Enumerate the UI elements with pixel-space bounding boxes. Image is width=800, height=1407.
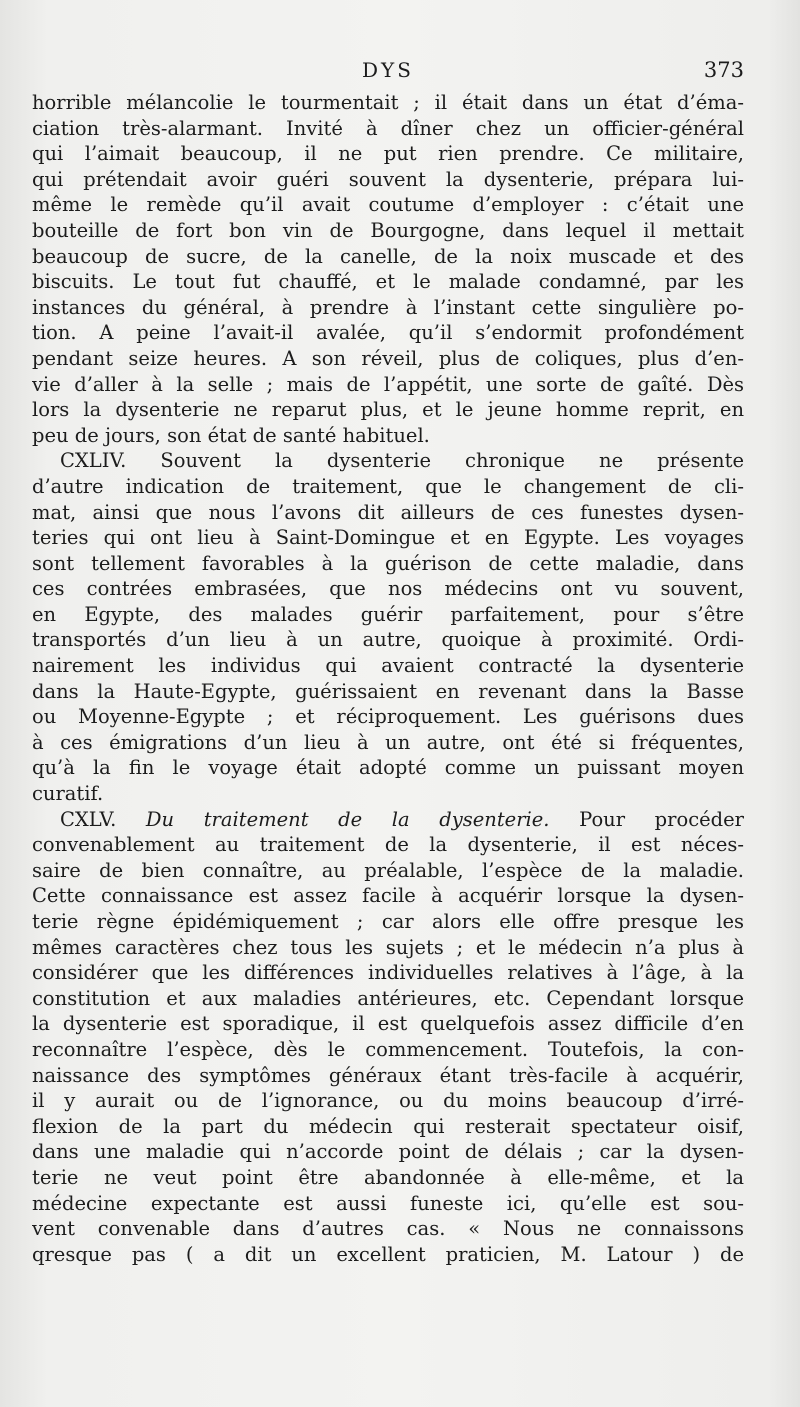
text-line: mêmes caractères chez tous les sujets ; et le médecin n’a plus à [32,935,744,959]
text-line: d’autre indication de traitement, que le changement de cli- [32,474,744,498]
text-line: sont tellement favorables à la guérison de cette maladie, dans [32,551,744,575]
body-text [32,90,744,1267]
text-line: instances du général, à prendre à l’instant cette singulière po- [32,295,744,319]
text-line: saire de bien connaître, au préalable, l’espèce de la maladie. [32,858,744,882]
running-head: DYS [362,58,414,82]
text-line: transportés d’un lieu à un autre, quoique à proximité. Ordi- [32,628,744,652]
text-line: qui l’aimait beaucoup, il ne put rien prendre. Ce militaire, [32,142,744,166]
text-line: flexion de la part du médecin qui resterait spectateur oisif, [32,1114,744,1138]
text-line: convenablement au traitement de la dysenterie, il est néces- [32,833,744,857]
text-line: terie règne épidémiquement ; car alors elle offre presque les [32,910,744,933]
text-line: ou Moyenne-Egypte ; et réciproquement. Les guérisons dues [32,705,744,729]
text-line: la dysenterie est sporadique, il est quelquefois assez difficile d’en [32,1012,744,1036]
section-heading-line [32,807,744,833]
page-header [32,58,744,88]
text-line: biscuits. Le tout fut chauffé, et le malade condamné, par les [32,270,744,294]
page-number: 373 [703,58,744,82]
text-line: tion. A peine l’avait-il avalée, qu’il s’endormit profondément [32,321,744,345]
text-line: pendant seize heures. A son réveil, plus de coliques, plus d’en- [32,346,744,370]
text-line: terie ne veut point être abandonnée à elle-même, et la [32,1165,744,1189]
text-line: bouteille de fort bon vin de Bourgogne, dans lequel il mettait [32,218,744,242]
text-line: curatif. [32,782,104,806]
text-line: qresque pas ( a dit un excellent praticien, M. Latour ) de [32,1242,744,1266]
text-line: Cette connaissance est assez facile à acquérir lorsque la dysen- [32,884,744,908]
text-line: à ces émigrations d’un lieu à un autre, ont été si fréquentes, [32,730,744,754]
text-line: naissance des symptômes généraux étant très-facile à acquérir, [32,1063,744,1087]
text-line: il y aurait ou de l’ignorance, ou du moins beaucoup d’irré- [32,1089,744,1113]
text-line: horrible mélancolie le tourmentait ; il était dans un état d’éma- [32,91,744,114]
text-line: ciation très-alarmant. Invité à dîner chez un officier-général [32,116,744,140]
text-line: dans la Haute-Egypte, guérissaient en revenant dans la Basse [32,679,744,703]
text-line: lors la dysenterie ne reparut plus, et le jeune homme reprit, en [32,398,744,422]
text-line: qui prétendait avoir guéri souvent la dysenterie, prépara lui- [32,167,744,191]
text-line: vie d’aller à la selle ; mais de l’appétit, une sorte de gaîté. Dès [32,372,744,396]
section-text: Pour procéder [579,807,744,831]
text-line: en Egypte, des malades guérir parfaitement, pour s’être [32,602,744,626]
section-number: CXLV. [60,807,117,831]
text-line: dans une maladie qui n’accorde point de délais ; car la dysen- [32,1140,744,1164]
text-line: peu de jours, son état de santé habituel. [32,423,430,447]
text-line: nairement les individus qui avaient contracté la dysenterie [32,654,744,678]
text-line: même le remède qu’il avait coutume d’employer : c’était une [32,193,744,217]
text-line: constitution et aux maladies antérieures, etc. Cependant lorsque [32,986,744,1010]
section-title: Du traitement de la dysenterie. [145,807,550,831]
text-line: CXLIV. Souvent la dysenterie chronique ne présente [60,449,744,473]
text-line: considérer que les différences individuelles relatives à l’âge, à la [32,961,744,985]
text-line: teries qui ont lieu à Saint-Domingue et en Egypte. Les voyages [32,526,744,550]
text-line: beaucoup de sucre, de la canelle, de la noix muscade et des [32,244,744,268]
text-line: qu’à la fin le voyage était adopté comme un puissant moyen [32,756,744,780]
text-line: ces contrées embrasées, que nos médecins ont vu souvent, [32,577,744,601]
text-line: médecine expectante est aussi funeste ici, qu’elle est sou- [32,1191,744,1215]
text-line: mat, ainsi que nous l’avons dit ailleurs de ces funestes dysen- [32,500,744,524]
text-line: reconnaître l’espèce, dès le commencement. Toutefois, la con- [32,1037,744,1061]
text-line: vent convenable dans d’autres cas. « Nous ne connaissons [32,1217,744,1241]
